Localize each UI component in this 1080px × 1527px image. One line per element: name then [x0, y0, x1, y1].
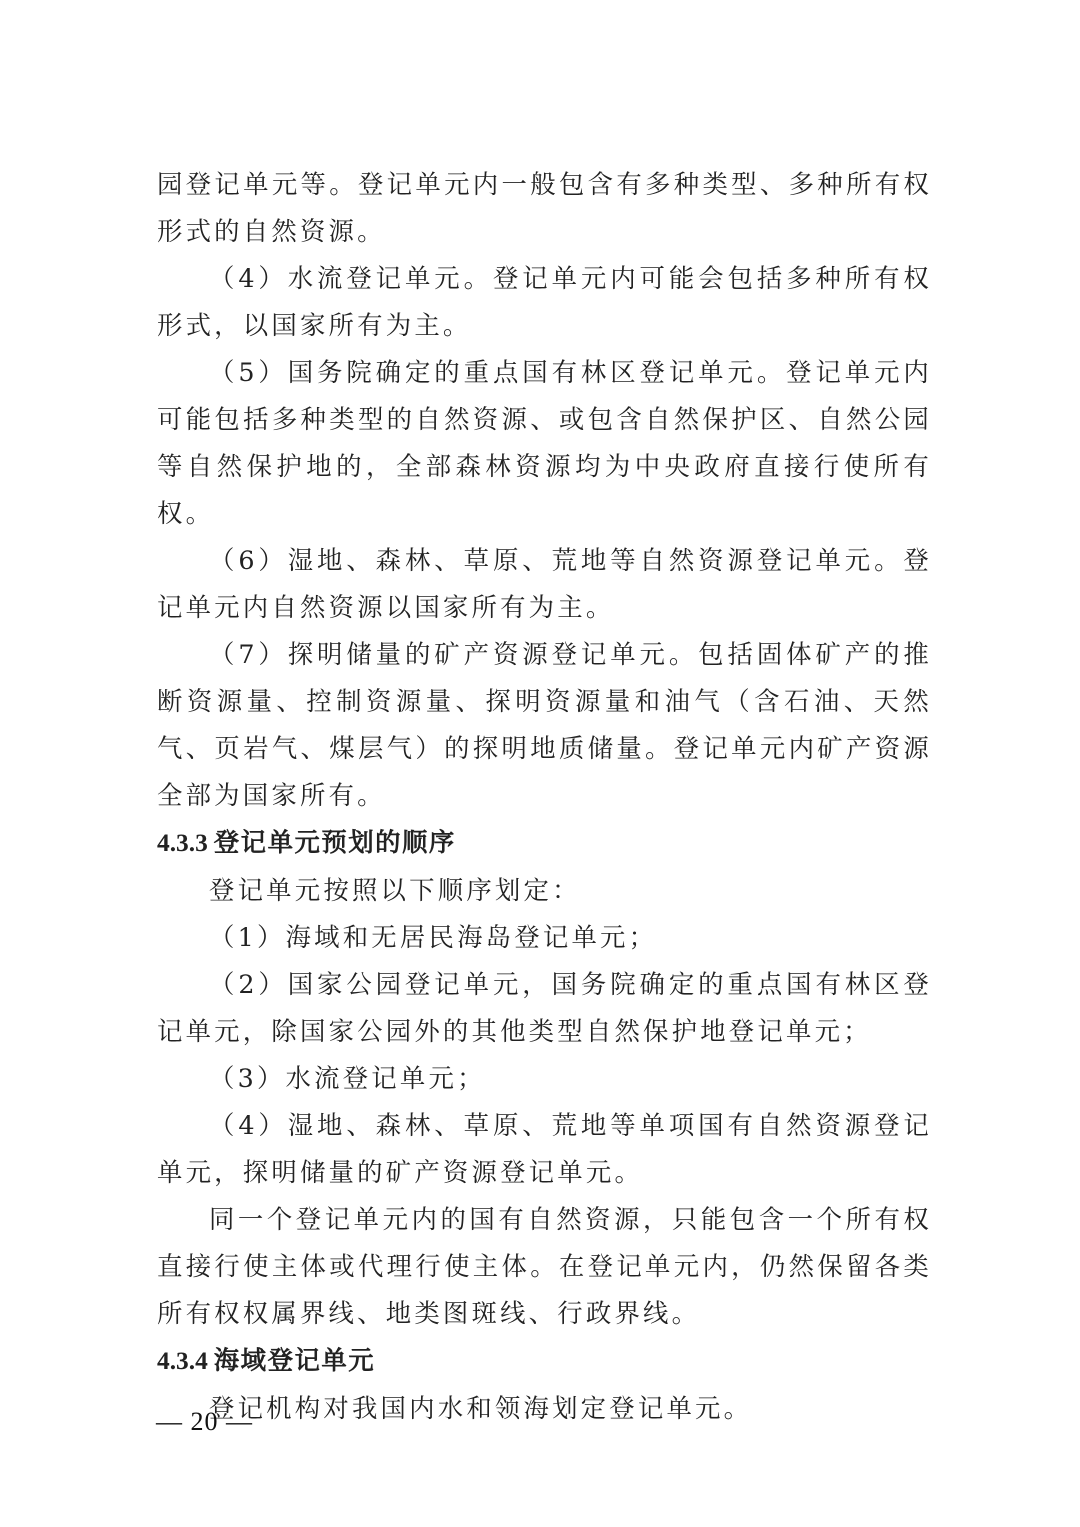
- section-number: 4.3.3: [157, 829, 208, 857]
- section-heading-4-3-4: [157, 1337, 932, 1385]
- paragraph-item-6-wetland: （6）湿地、森林、草原、荒地等自然资源登记单元。登记单元内自然资源以国家所有为主。: [157, 545, 932, 622]
- page-body: [157, 161, 932, 1432]
- section-number: 4.3.4: [157, 1347, 208, 1375]
- page-number: — 20 —: [156, 1407, 253, 1436]
- paragraph-sea-area: 登记机构对我国内水和领海划定登记单元。: [209, 1393, 753, 1423]
- paragraph-order-3: （3）水流登记单元；: [209, 1063, 486, 1093]
- section-title: 登记单元预划的顺序: [213, 827, 456, 857]
- section-title: 海域登记单元: [213, 1345, 376, 1375]
- paragraph-item-5-forest-area: （5）国务院确定的重点国有林区登记单元。登记单元内可能包括多种类型的自然资源、或包含自然保护区、自然公园等自然保护地的，全部森林资源均为中央政府直接行使所有权。: [157, 357, 932, 528]
- paragraph-order-4: （4）湿地、森林、草原、荒地等单项国有自然资源登记单元，探明储量的矿产资源登记单元。: [157, 1110, 932, 1187]
- paragraph-order-1: （1）海域和无居民海岛登记单元；: [209, 922, 658, 952]
- section-heading-4-3-3: [157, 819, 932, 867]
- paragraph-continuation: 园登记单元等。登记单元内一般包含有多种类型、多种所有权形式的自然资源。: [157, 169, 932, 246]
- paragraph-ownership-rule: 同一个登记单元内的国有自然资源，只能包含一个所有权直接行使主体或代理行使主体。在登记单元内，仍然保留各类所有权权属界线、地类图斑线、行政界线。: [157, 1204, 932, 1328]
- paragraph-item-4-water: （4）水流登记单元。登记单元内可能会包括多种所有权形式，以国家所有为主。: [157, 263, 932, 340]
- paragraph-item-7-mineral: （7）探明储量的矿产资源登记单元。包括固体矿产的推断资源量、控制资源量、探明资源量和油气（含石油、天然气、页岩气、煤层气）的探明地质储量。登记单元内矿产资源全部为国家所有。: [157, 639, 932, 810]
- paragraph-order-2: （2）国家公园登记单元，国务院确定的重点国有林区登记单元，除国家公园外的其他类型自然保护地登记单元；: [157, 969, 932, 1046]
- paragraph-order-intro: 登记单元按照以下顺序划定：: [209, 875, 581, 905]
